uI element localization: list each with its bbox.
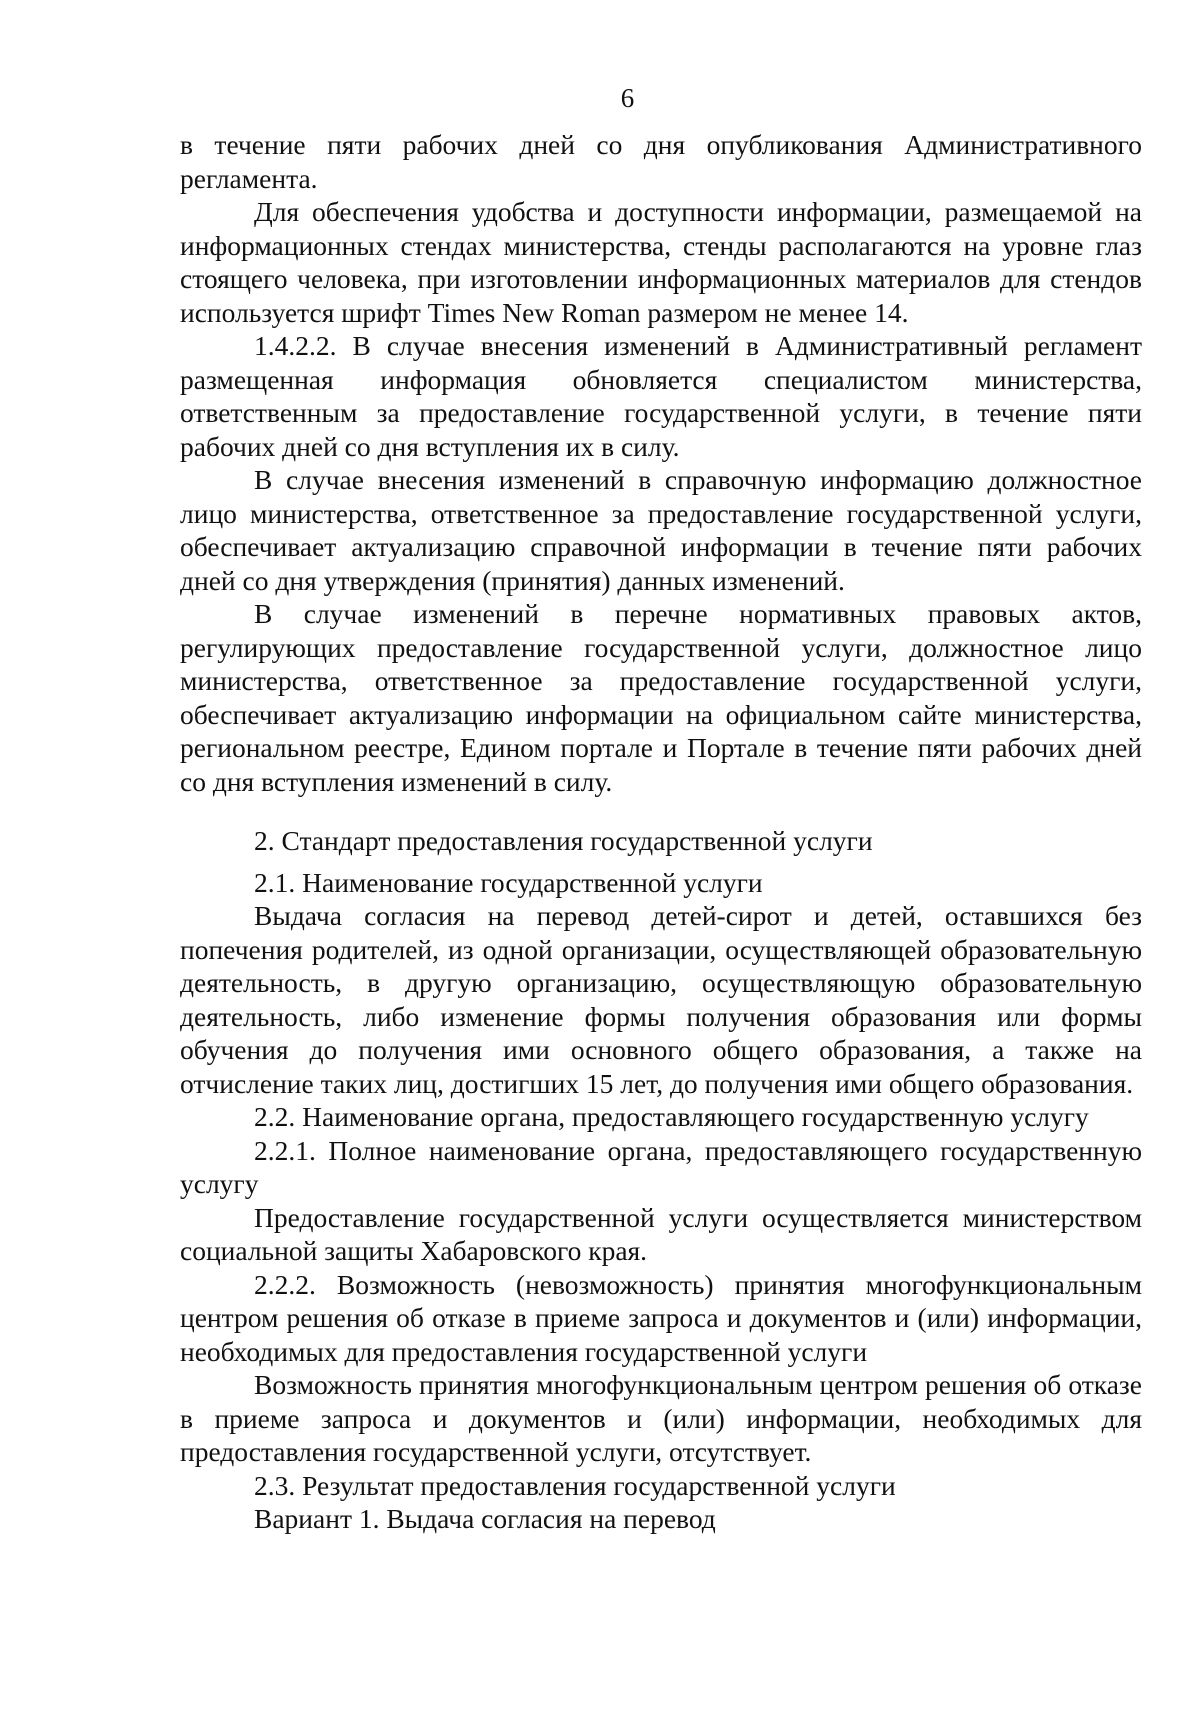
paragraph-stands-info: Для обеспечения удобства и доступности информации, размещаемой на информационных стендах министерства, стенды располагаются на уровне глаз стоящего человека, при изготовлении информационных материалов для стендов используется шрифт Times New Roman размером не менее 14. <box>180 196 1142 328</box>
variant-1-heading: Вариант 1. Выдача согласия на перевод <box>254 1503 716 1534</box>
section-2-2-heading: 2.2. Наименование органа, предоставляющего государственную услугу <box>254 1101 1089 1132</box>
section-2-2-1-heading: 2.2.1. Полное наименование органа, предоставляющего государственную услугу <box>180 1134 1142 1199</box>
section-2-2-2-text: Возможность принятия многофункциональным центром решения об отказе в приеме запроса и документов и (или) информации, необходимых для предоставления государственной услуги, отсутствует. <box>180 1369 1142 1467</box>
paragraph-continuation: в течение пяти рабочих дней со дня опубликования Административного регламента. <box>180 129 1142 194</box>
section-2-2-2-heading: 2.2.2. Возможность (невозможность) принятия многофункциональным центром решения об отказе в приеме запроса и документов и (или) информации, необходимых для предоставления государственной услуги <box>180 1268 1142 1367</box>
section-2-2-1-text: Предоставление государственной услуги осуществляется министерством социальной защиты Хабаровского края. <box>180 1201 1142 1266</box>
paragraph-1-4-2-2: 1.4.2.2. В случае внесения изменений в Административный регламент размещенная информация обновляется специалистом министерства, ответственным за предоставление государственной услуги, в течение пяти рабочих дней со дня вступления их в силу. <box>180 330 1142 462</box>
paragraph-legal-acts-changes: В случае изменений в перечне нормативных правовых актов, регулирующих предоставление государственной услуги, должностное лицо министерства, ответственное за предоставление государственной услуги, обеспечивает актуализацию информации на официальном сайте министерства, региональном реестре, Едином портале и Портале в течение пяти рабочих дней со дня вступления изменений в силу. <box>180 598 1142 797</box>
paragraph-reference-info-changes: В случае внесения изменений в справочную информацию должностное лицо министерства, ответственное за предоставление государственной услуги, обеспечивает актуализацию справочной информации в течение пяти рабочих дней со дня утверждения (принятия) данных изменений. <box>180 464 1142 596</box>
section-2-1-heading: 2.1. Наименование государственной услуги <box>254 866 763 898</box>
section-2-1-text: Выдача согласия на перевод детей-сирот и детей, оставшихся без попечения родителей, из одной организации, осуществляющей образовательную деятельность, в другую организацию, осуществляющую образовательную деятельность, либо изменение формы получения образования или формы обучения до получения ими основного общего образования, а также на отчисление таких лиц, достигших 15 лет, до получения ими общего образования. <box>180 900 1142 1099</box>
document-body <box>180 128 1142 1536</box>
section-2-3-heading: 2.3. Результат предоставления государственной услуги <box>254 1469 896 1501</box>
page-number: 6 <box>620 83 635 113</box>
section-2-heading: 2. Стандарт предоставления государственной услуги <box>254 825 873 856</box>
